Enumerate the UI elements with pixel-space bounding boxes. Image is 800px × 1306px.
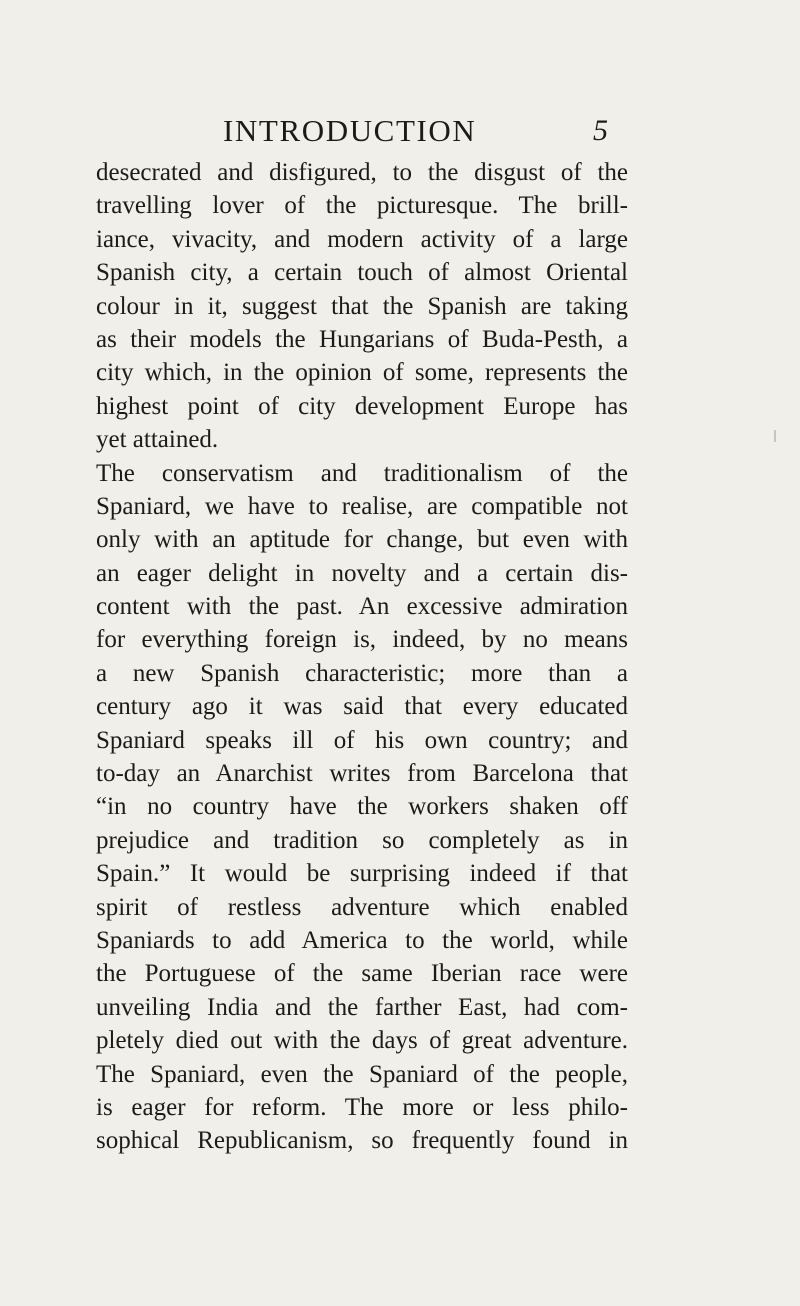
text-line: desecrated and disfigured, to the disgust of the: [96, 159, 628, 186]
paragraph-start-line: The conservatism and traditionalism of the: [96, 459, 628, 487]
text-line: travelling lover of the picturesque. The brill-: [96, 192, 628, 220]
margin-mark: [774, 430, 776, 442]
text-line: Spaniards to add America to the world, while: [96, 926, 628, 954]
page-number: 5: [593, 114, 608, 147]
text-line: century ago it was said that every educated: [96, 693, 628, 721]
text-line: the Portuguese of the same Iberian race were: [96, 960, 628, 988]
text-line: an eager delight in novelty and a certain dis-: [96, 559, 628, 587]
text-line: colour in it, suggest that the Spanish are taking: [96, 292, 628, 320]
text-line: content with the past. An excessive admiration: [96, 593, 628, 621]
text-line: Spanish city, a certain touch of almost Oriental: [96, 259, 628, 287]
text-line: as their models the Hungarians of Buda-Pesth, a: [96, 325, 628, 353]
text-line: iance, vivacity, and modern activity of a large: [96, 225, 628, 253]
running-head: [0, 113, 800, 149]
text-line: highest point of city development Europe has: [96, 392, 628, 420]
text-line: Spain.” It would be surprising indeed if that: [96, 860, 628, 888]
text-line: is eager for reform. The more or less philo-: [96, 1093, 628, 1121]
text-line: Spaniard speaks ill of his own country; and: [96, 726, 628, 754]
text-line: unveiling India and the farther East, had com-: [96, 993, 628, 1021]
text-line: pletely died out with the days of great adventure.: [96, 1027, 628, 1055]
text-line: The Spaniard, even the Spaniard of the people,: [96, 1060, 628, 1088]
text-line: yet attained.: [96, 426, 219, 454]
text-line: prejudice and tradition so completely as in: [96, 826, 628, 854]
text-line: “in no country have the workers shaken off: [96, 793, 628, 821]
text-line: a new Spanish characteristic; more than a: [96, 659, 628, 687]
text-line: city which, in the opinion of some, represents the: [96, 359, 628, 387]
text-line: sophical Republicanism, so frequently found in: [96, 1127, 628, 1155]
text-line: to-day an Anarchist writes from Barcelona that: [96, 760, 628, 788]
text-line: only with an aptitude for change, but even with: [96, 526, 628, 554]
text-line: Spaniard, we have to realise, are compatible not: [96, 492, 628, 520]
body-text: [96, 156, 628, 1158]
text-line: for everything foreign is, indeed, by no means: [96, 626, 628, 654]
text-line: spirit of restless adventure which enabled: [96, 893, 628, 921]
running-title: INTRODUCTION: [223, 113, 477, 148]
